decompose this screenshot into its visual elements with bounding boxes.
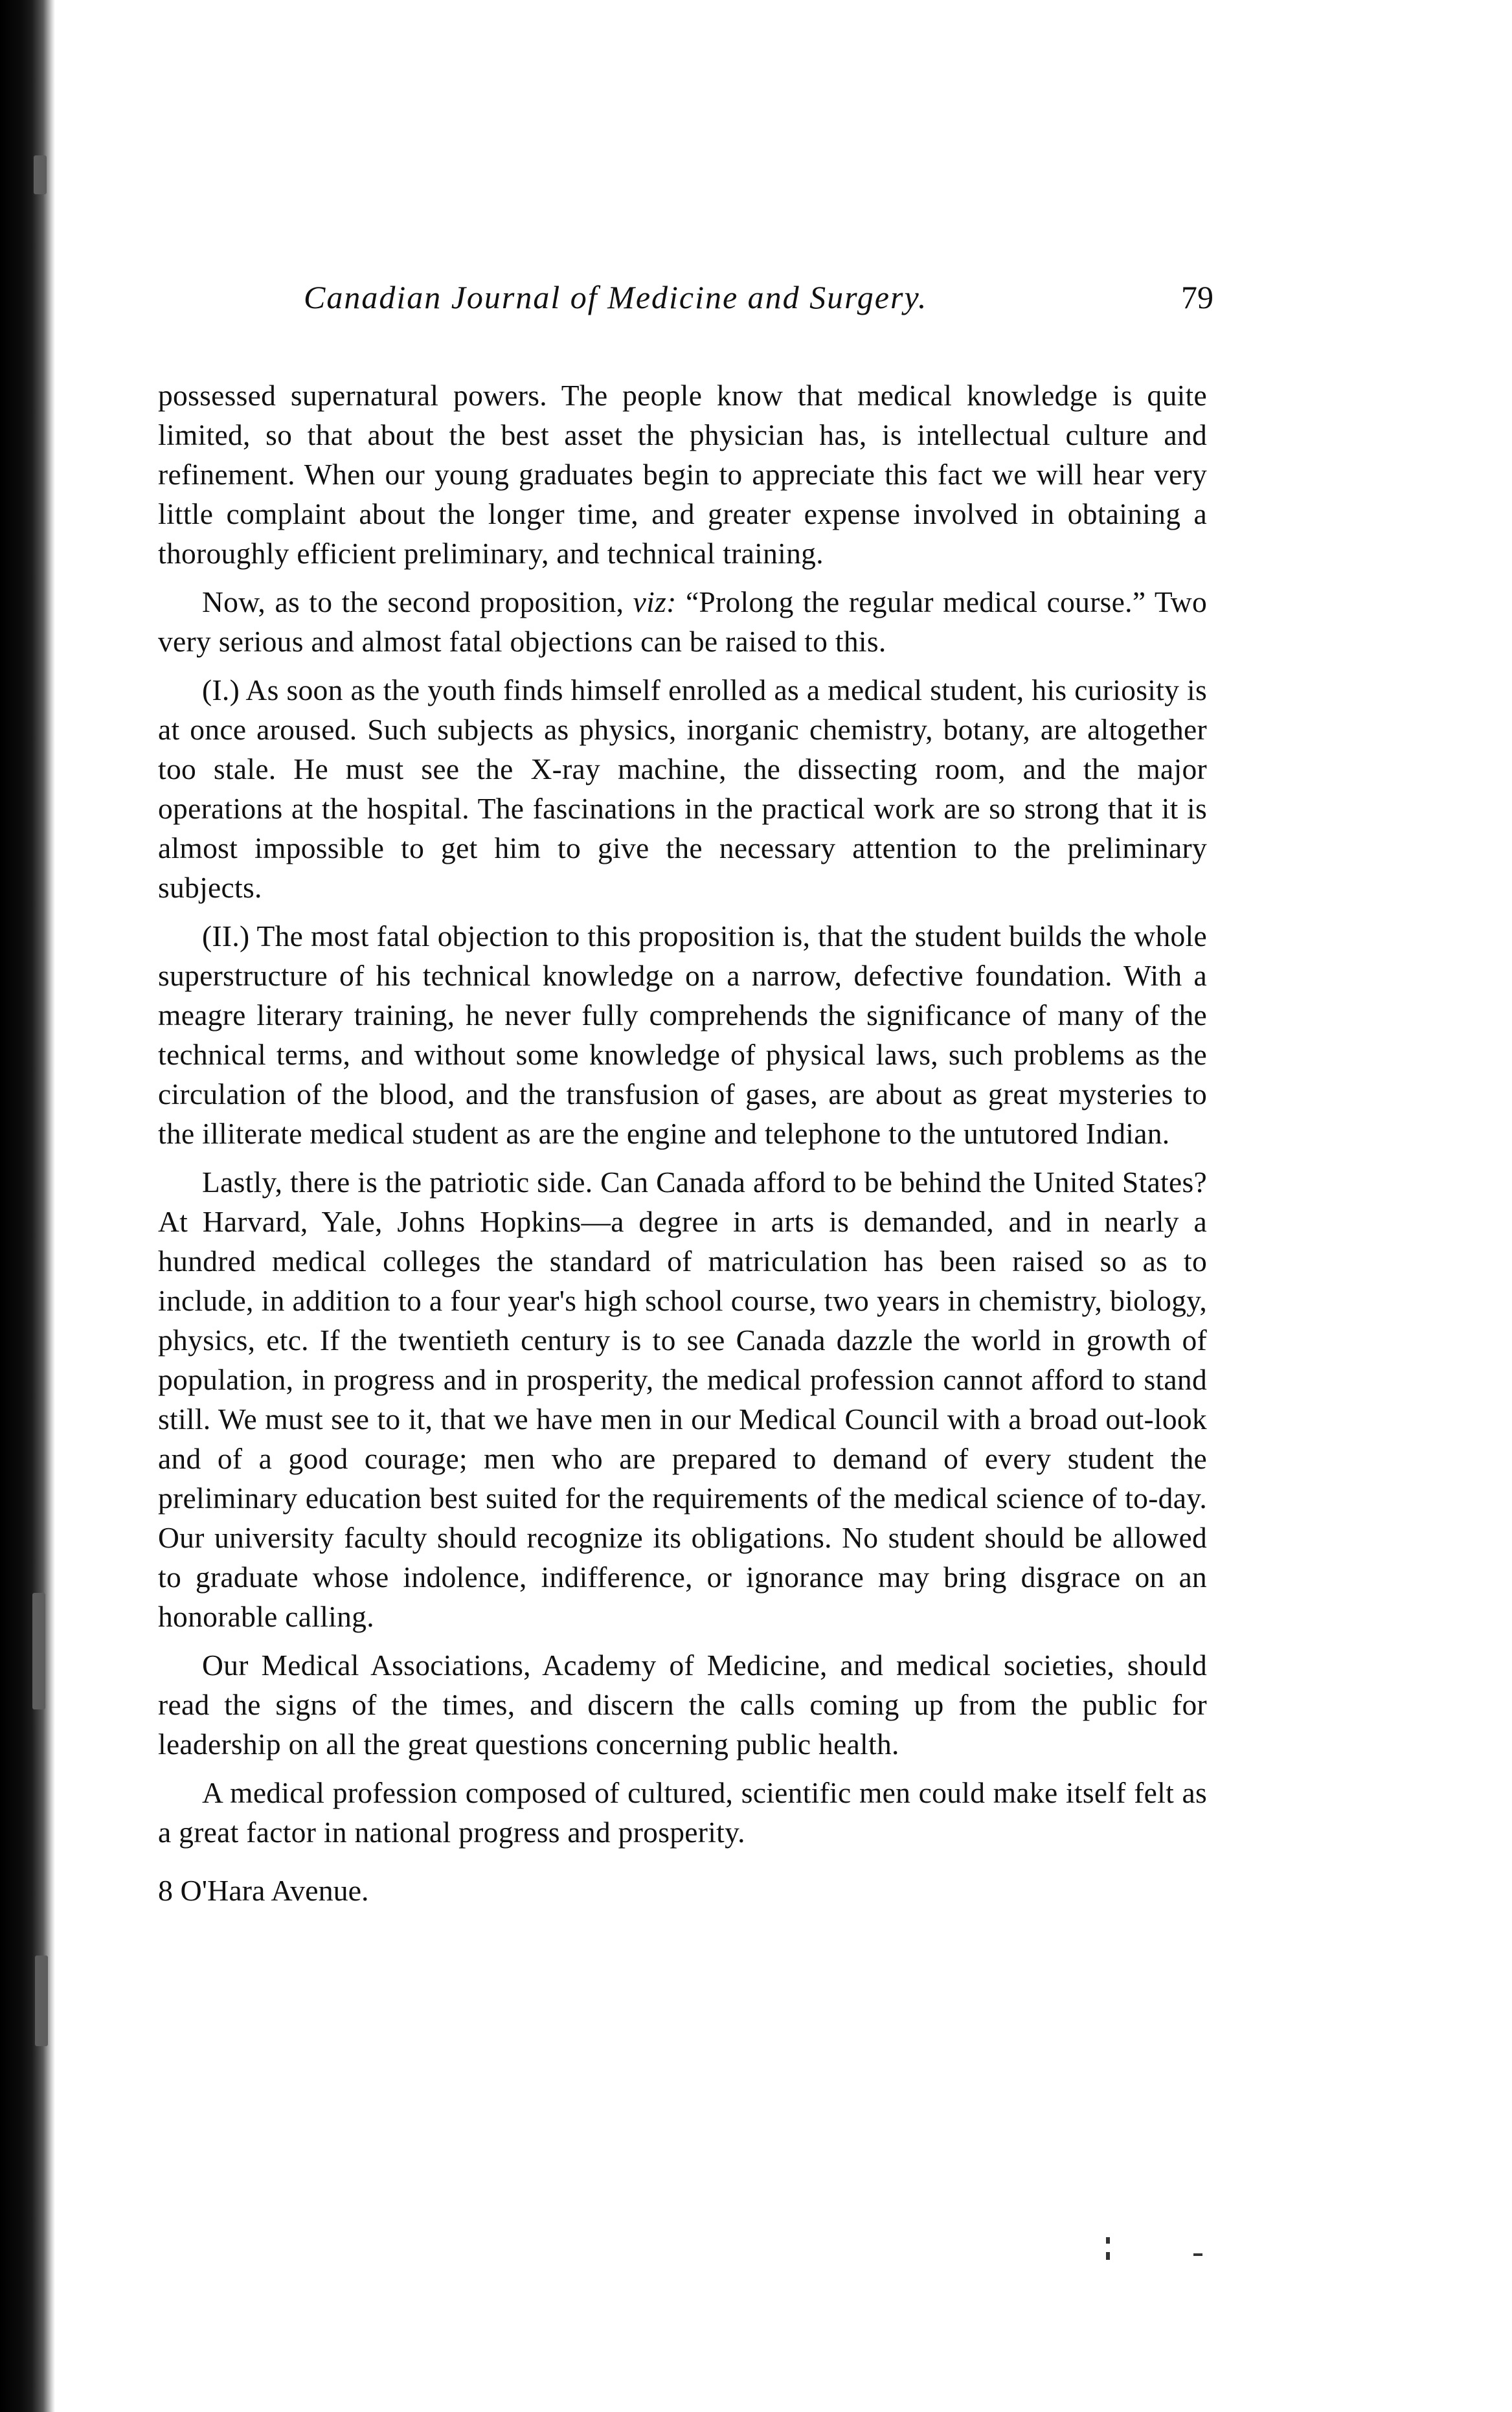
article-body <box>158 376 1207 1852</box>
paragraph-continued: possessed supernatural powers. The people know that medical knowledge is quite limited, so that about the best asset the physician has, is intellectual culture and refinement. When our young graduates begin to appreciate this fact we will hear very little complaint about the longer time, and greater expense involved in obtaining a thoroughly efficient preliminary, and technical training. <box>158 379 1207 570</box>
scan-binding-edge <box>0 0 55 2412</box>
second-proposition-text: “Prolong the regular medical course.” Two very serious and almost fatal objections can be raised to this. <box>158 585 1207 658</box>
paragraph-objection-two: (II.) The most fatal objection to this proposition is, that the student builds the whole superstructure of his technical knowledge on a narrow, defective foundation. With a meagre literary training, he never fully comprehends the significance of many of the technical terms, and without some knowledge of physical laws, such problems as the circulation of the blood, and the transfusion of gases, are about as great mysteries to the illiterate medical student as are the engine and telephone to the untutored Indian. <box>158 919 1207 1150</box>
paragraph-objection-one: (I.) As soon as the youth finds himself enrolled as a medical student, his curiosity is at once aroused. Such subjects as physics, inorganic chemistry, botany, are altogether too stale. He must see the X-ray machine, the dissecting room, and the major operations at the hospital. The fascinations in the practical work are so strong that it is almost impossible to get him to give the necessary attention to the preliminary subjects. <box>158 673 1207 904</box>
paragraph-associations: Our Medical Associations, Academy of Medicine, and medical societies, should read the signs of the times, and discern the calls coming up from the public for leadership on all the great questions concerning public health. <box>158 1649 1207 1761</box>
page-header <box>158 278 1213 338</box>
paragraph-patriotic-side: Lastly, there is the patriotic side. Can Canada afford to be behind the United States? At Harvard, Yale, Johns Hopkins—a degree in arts is demanded, and in nearly a hundred medical colleges the standard of matriculation has been raised so as to include, in addition to a four year's high school course, two years in chemistry, biology, physics, etc. If the twentieth century is to see Canada dazzle the world in growth of population, in progress and in prosperity, the medical profession cannot afford to stand still. We must see to it, that we have men in our Medical Council with a broad out-look and of a good courage; men who are prepared to demand of every student the preliminary education best suited for the requirements of the medical science of to-day. Our university faculty should recognize its obligations. No student should be allowed to graduate whose indolence, indifference, or ignorance may bring disgrace on an honorable calling. <box>158 1166 1207 1633</box>
scan-speck <box>32 1593 45 1709</box>
page-number: 79 <box>1181 279 1213 315</box>
stray-ink-mark <box>1193 2253 1202 2256</box>
scan-speck <box>34 155 47 194</box>
paragraph-second-proposition <box>158 582 1207 661</box>
running-title: Canadian Journal of Medicine and Surgery. <box>304 279 928 315</box>
paragraph-conclusion: A medical profession composed of cultured, scientific men could make itself felt as a great factor in national progress and prosperity. <box>158 1776 1207 1849</box>
author-address: 8 O'Hara Avenue. <box>158 1874 369 1907</box>
stray-ink-mark <box>1106 2237 1110 2244</box>
scan-speck <box>35 1956 48 2046</box>
viz-label: viz: <box>633 585 677 618</box>
journal-page <box>158 278 1213 1910</box>
stray-ink-mark <box>1106 2252 1110 2260</box>
second-proposition-lead: Now, as to the second proposition, <box>202 585 624 618</box>
